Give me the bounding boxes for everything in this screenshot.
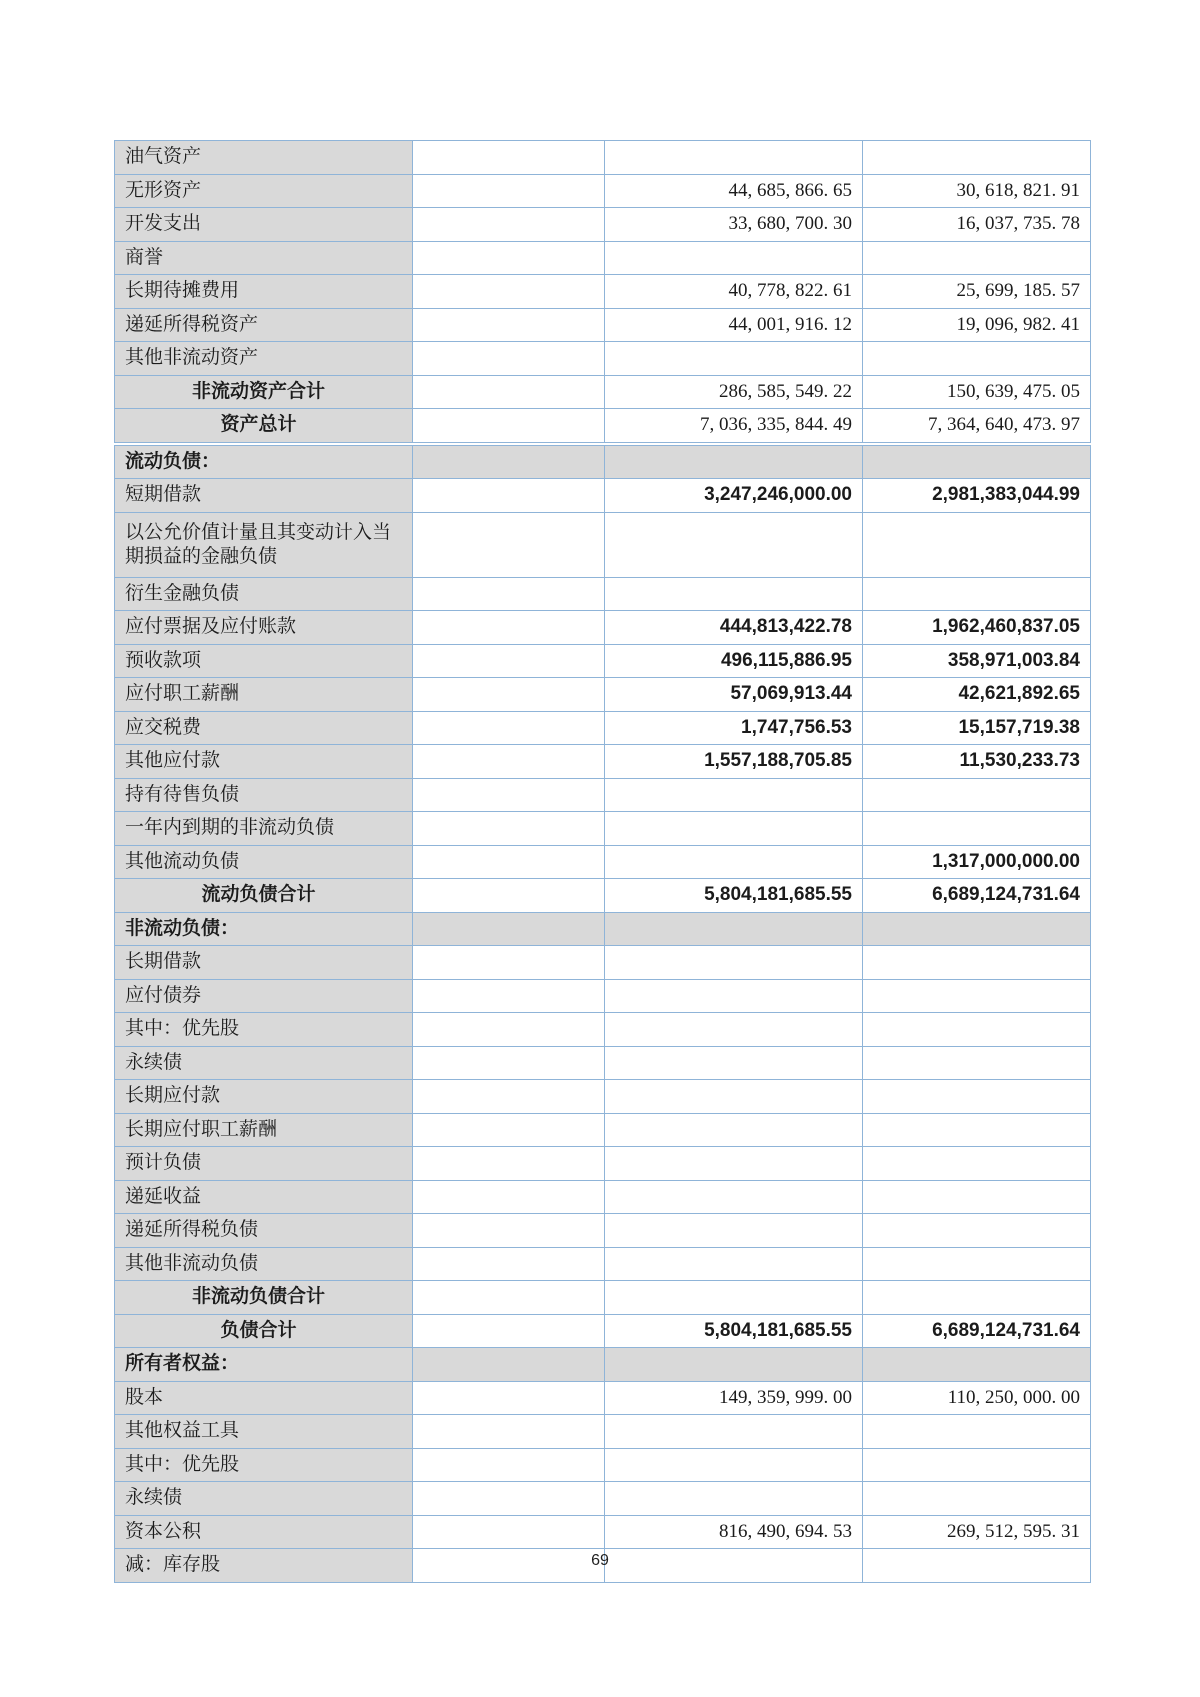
amount-prior-cell: 19, 096, 982. 41 — [863, 308, 1091, 342]
table-row — [115, 912, 1091, 946]
note-cell — [413, 1482, 605, 1516]
amount-prior-cell — [863, 1147, 1091, 1181]
table-row — [115, 308, 1091, 342]
item-label-cell: 递延收益 — [115, 1180, 413, 1214]
item-label-cell: 开发支出 — [115, 208, 413, 242]
item-label-cell: 衍生金融负债 — [115, 577, 413, 611]
amount-current-cell — [605, 1214, 863, 1248]
item-label-cell: 资产总计 — [115, 409, 413, 444]
amount-prior-cell — [863, 778, 1091, 812]
table-row — [115, 1013, 1091, 1047]
item-label-cell: 流动负债： — [115, 444, 413, 479]
item-label-cell: 预计负债 — [115, 1147, 413, 1181]
note-cell — [413, 778, 605, 812]
note-cell — [413, 141, 605, 175]
amount-current-cell: 816, 490, 694. 53 — [605, 1515, 863, 1549]
table-row — [115, 611, 1091, 645]
item-label-cell: 其他流动负债 — [115, 845, 413, 879]
note-cell — [413, 1415, 605, 1449]
table-row — [115, 375, 1091, 409]
item-label-cell: 其他非流动负债 — [115, 1247, 413, 1281]
note-cell — [413, 611, 605, 645]
note-cell — [413, 711, 605, 745]
note-cell — [413, 812, 605, 846]
amount-current-cell — [605, 444, 863, 479]
amount-prior-cell — [863, 577, 1091, 611]
note-cell — [413, 1348, 605, 1382]
item-label-cell: 应付职工薪酬 — [115, 678, 413, 712]
table-row — [115, 1214, 1091, 1248]
amount-current-cell — [605, 946, 863, 980]
table-row — [115, 174, 1091, 208]
table-row — [115, 241, 1091, 275]
note-cell — [413, 1180, 605, 1214]
amount-current-cell — [605, 1147, 863, 1181]
table-row — [115, 979, 1091, 1013]
amount-prior-cell — [863, 1448, 1091, 1482]
table-row — [115, 879, 1091, 913]
amount-current-cell — [605, 1113, 863, 1147]
table-row — [115, 444, 1091, 479]
amount-current-cell — [605, 1013, 863, 1047]
amount-prior-cell — [863, 141, 1091, 175]
table-row — [115, 409, 1091, 444]
amount-prior-cell: 2,981,383,044.99 — [863, 479, 1091, 513]
table-row — [115, 512, 1091, 577]
amount-current-cell: 3,247,246,000.00 — [605, 479, 863, 513]
amount-prior-cell: 16, 037, 735. 78 — [863, 208, 1091, 242]
amount-current-cell — [605, 577, 863, 611]
amount-current-cell — [605, 241, 863, 275]
table-row — [115, 577, 1091, 611]
amount-current-cell: 7, 036, 335, 844. 49 — [605, 409, 863, 444]
amount-prior-cell — [863, 1013, 1091, 1047]
note-cell — [413, 1214, 605, 1248]
table-row — [115, 342, 1091, 376]
note-cell — [413, 444, 605, 479]
table-row — [115, 778, 1091, 812]
item-label-cell: 以公允价值计量且其变动计入当期损益的金融负债 — [115, 512, 413, 577]
table-row — [115, 1147, 1091, 1181]
item-label-cell: 其他权益工具 — [115, 1415, 413, 1449]
amount-current-cell: 286, 585, 549. 22 — [605, 375, 863, 409]
note-cell — [413, 946, 605, 980]
amount-current-cell — [605, 845, 863, 879]
item-label-cell: 其中：优先股 — [115, 1448, 413, 1482]
note-cell — [413, 1147, 605, 1181]
amount-prior-cell — [863, 1180, 1091, 1214]
amount-prior-cell — [863, 1281, 1091, 1315]
amount-current-cell — [605, 1046, 863, 1080]
amount-current-cell: 496,115,886.95 — [605, 644, 863, 678]
item-label-cell: 其他非流动资产 — [115, 342, 413, 376]
note-cell — [413, 208, 605, 242]
amount-prior-cell: 150, 639, 475. 05 — [863, 375, 1091, 409]
amount-prior-cell — [863, 1482, 1091, 1516]
amount-prior-cell — [863, 979, 1091, 1013]
amount-current-cell — [605, 512, 863, 577]
amount-prior-cell: 7, 364, 640, 473. 97 — [863, 409, 1091, 444]
amount-prior-cell — [863, 342, 1091, 376]
item-label-cell: 预收款项 — [115, 644, 413, 678]
amount-prior-cell — [863, 241, 1091, 275]
item-label-cell: 股本 — [115, 1381, 413, 1415]
note-cell — [413, 1013, 605, 1047]
note-cell — [413, 1113, 605, 1147]
note-cell — [413, 308, 605, 342]
table-row — [115, 479, 1091, 513]
amount-current-cell: 44, 685, 866. 65 — [605, 174, 863, 208]
amount-current-cell — [605, 141, 863, 175]
amount-current-cell: 1,747,756.53 — [605, 711, 863, 745]
table-row — [115, 1281, 1091, 1315]
table-row — [115, 812, 1091, 846]
note-cell — [413, 979, 605, 1013]
amount-current-cell — [605, 1415, 863, 1449]
amount-prior-cell: 30, 618, 821. 91 — [863, 174, 1091, 208]
page-number: 69 — [591, 1552, 609, 1569]
amount-prior-cell: 15,157,719.38 — [863, 711, 1091, 745]
amount-prior-cell — [863, 1046, 1091, 1080]
item-label-cell: 一年内到期的非流动负债 — [115, 812, 413, 846]
table-row — [115, 208, 1091, 242]
amount-prior-cell — [863, 1415, 1091, 1449]
table-row — [115, 711, 1091, 745]
item-label-cell: 递延所得税资产 — [115, 308, 413, 342]
amount-current-cell — [605, 1180, 863, 1214]
amount-current-cell: 44, 001, 916. 12 — [605, 308, 863, 342]
amount-prior-cell — [863, 1113, 1091, 1147]
amount-prior-cell: 6,689,124,731.64 — [863, 879, 1091, 913]
item-label-cell: 持有待售负债 — [115, 778, 413, 812]
note-cell — [413, 479, 605, 513]
table-row — [115, 1348, 1091, 1382]
item-label-cell: 应交税费 — [115, 711, 413, 745]
item-label-cell: 商誉 — [115, 241, 413, 275]
item-label-cell: 长期应付款 — [115, 1080, 413, 1114]
item-label-cell: 短期借款 — [115, 479, 413, 513]
amount-current-cell — [605, 1448, 863, 1482]
item-label-cell: 长期应付职工薪酬 — [115, 1113, 413, 1147]
note-cell — [413, 342, 605, 376]
note-cell — [413, 375, 605, 409]
amount-current-cell — [605, 812, 863, 846]
note-cell — [413, 644, 605, 678]
table-row — [115, 275, 1091, 309]
amount-prior-cell: 11,530,233.73 — [863, 745, 1091, 779]
amount-prior-cell — [863, 1214, 1091, 1248]
table-row — [115, 1515, 1091, 1549]
note-cell — [413, 1281, 605, 1315]
item-label-cell: 非流动负债： — [115, 912, 413, 946]
table-row — [115, 1482, 1091, 1516]
item-label-cell: 长期待摊费用 — [115, 275, 413, 309]
note-cell — [413, 1314, 605, 1348]
amount-current-cell — [605, 912, 863, 946]
note-cell — [413, 512, 605, 577]
item-label-cell: 永续债 — [115, 1482, 413, 1516]
amount-current-cell — [605, 1281, 863, 1315]
note-cell — [413, 241, 605, 275]
amount-prior-cell — [863, 1247, 1091, 1281]
item-label-cell: 负债合计 — [115, 1314, 413, 1348]
amount-prior-cell: 110, 250, 000. 00 — [863, 1381, 1091, 1415]
amount-prior-cell: 1,962,460,837.05 — [863, 611, 1091, 645]
table-row — [115, 1381, 1091, 1415]
amount-prior-cell — [863, 1080, 1091, 1114]
note-cell — [413, 275, 605, 309]
table-row — [115, 845, 1091, 879]
item-label-cell: 油气资产 — [115, 141, 413, 175]
item-label-cell: 流动负债合计 — [115, 879, 413, 913]
note-cell — [413, 1046, 605, 1080]
amount-current-cell — [605, 979, 863, 1013]
table-row — [115, 644, 1091, 678]
table-row — [115, 1314, 1091, 1348]
amount-current-cell: 40, 778, 822. 61 — [605, 275, 863, 309]
amount-prior-cell — [863, 912, 1091, 946]
note-cell — [413, 1080, 605, 1114]
item-label-cell: 所有者权益： — [115, 1348, 413, 1382]
item-label-cell: 非流动资产合计 — [115, 375, 413, 409]
table-row — [115, 1247, 1091, 1281]
amount-current-cell: 149, 359, 999. 00 — [605, 1381, 863, 1415]
amount-current-cell: 57,069,913.44 — [605, 678, 863, 712]
note-cell — [413, 879, 605, 913]
item-label-cell: 其中：优先股 — [115, 1013, 413, 1047]
amount-prior-cell — [863, 512, 1091, 577]
table-row — [115, 1448, 1091, 1482]
amount-prior-cell: 42,621,892.65 — [863, 678, 1091, 712]
item-label-cell: 资本公积 — [115, 1515, 413, 1549]
table-row — [115, 141, 1091, 175]
table-row — [115, 1180, 1091, 1214]
item-label-cell: 非流动负债合计 — [115, 1281, 413, 1315]
item-label-cell: 应付债券 — [115, 979, 413, 1013]
item-label-cell: 减：库存股 — [115, 1549, 413, 1583]
note-cell — [413, 1247, 605, 1281]
amount-prior-cell — [863, 812, 1091, 846]
note-cell — [413, 1381, 605, 1415]
amount-current-cell — [605, 1080, 863, 1114]
note-cell — [413, 678, 605, 712]
note-cell — [413, 1515, 605, 1549]
note-cell — [413, 845, 605, 879]
balance-sheet-table — [114, 140, 1091, 1583]
item-label-cell: 永续债 — [115, 1046, 413, 1080]
amount-current-cell — [605, 1482, 863, 1516]
note-cell — [413, 1448, 605, 1482]
amount-current-cell: 5,804,181,685.55 — [605, 879, 863, 913]
item-label-cell: 无形资产 — [115, 174, 413, 208]
amount-prior-cell — [863, 946, 1091, 980]
item-label-cell: 应付票据及应付账款 — [115, 611, 413, 645]
note-cell — [413, 409, 605, 444]
note-cell — [413, 174, 605, 208]
amount-current-cell — [605, 1348, 863, 1382]
amount-current-cell: 1,557,188,705.85 — [605, 745, 863, 779]
amount-prior-cell — [863, 1348, 1091, 1382]
table-row — [115, 1080, 1091, 1114]
item-label-cell: 其他应付款 — [115, 745, 413, 779]
item-label-cell: 递延所得税负债 — [115, 1214, 413, 1248]
amount-current-cell: 444,813,422.78 — [605, 611, 863, 645]
note-cell — [413, 745, 605, 779]
amount-current-cell: 5,804,181,685.55 — [605, 1314, 863, 1348]
amount-prior-cell: 25, 699, 185. 57 — [863, 275, 1091, 309]
table-row — [115, 946, 1091, 980]
amount-prior-cell: 358,971,003.84 — [863, 644, 1091, 678]
amount-prior-cell: 1,317,000,000.00 — [863, 845, 1091, 879]
amount-current-cell — [605, 342, 863, 376]
amount-current-cell — [605, 778, 863, 812]
amount-prior-cell: 6,689,124,731.64 — [863, 1314, 1091, 1348]
amount-prior-cell — [863, 444, 1091, 479]
item-label-cell: 长期借款 — [115, 946, 413, 980]
table-row — [115, 1113, 1091, 1147]
table-row — [115, 1415, 1091, 1449]
amount-current-cell — [605, 1247, 863, 1281]
table-row — [115, 745, 1091, 779]
note-cell — [413, 912, 605, 946]
note-cell — [413, 577, 605, 611]
amount-prior-cell: 269, 512, 595. 31 — [863, 1515, 1091, 1549]
table-row — [115, 1046, 1091, 1080]
table-row — [115, 678, 1091, 712]
amount-current-cell: 33, 680, 700. 30 — [605, 208, 863, 242]
